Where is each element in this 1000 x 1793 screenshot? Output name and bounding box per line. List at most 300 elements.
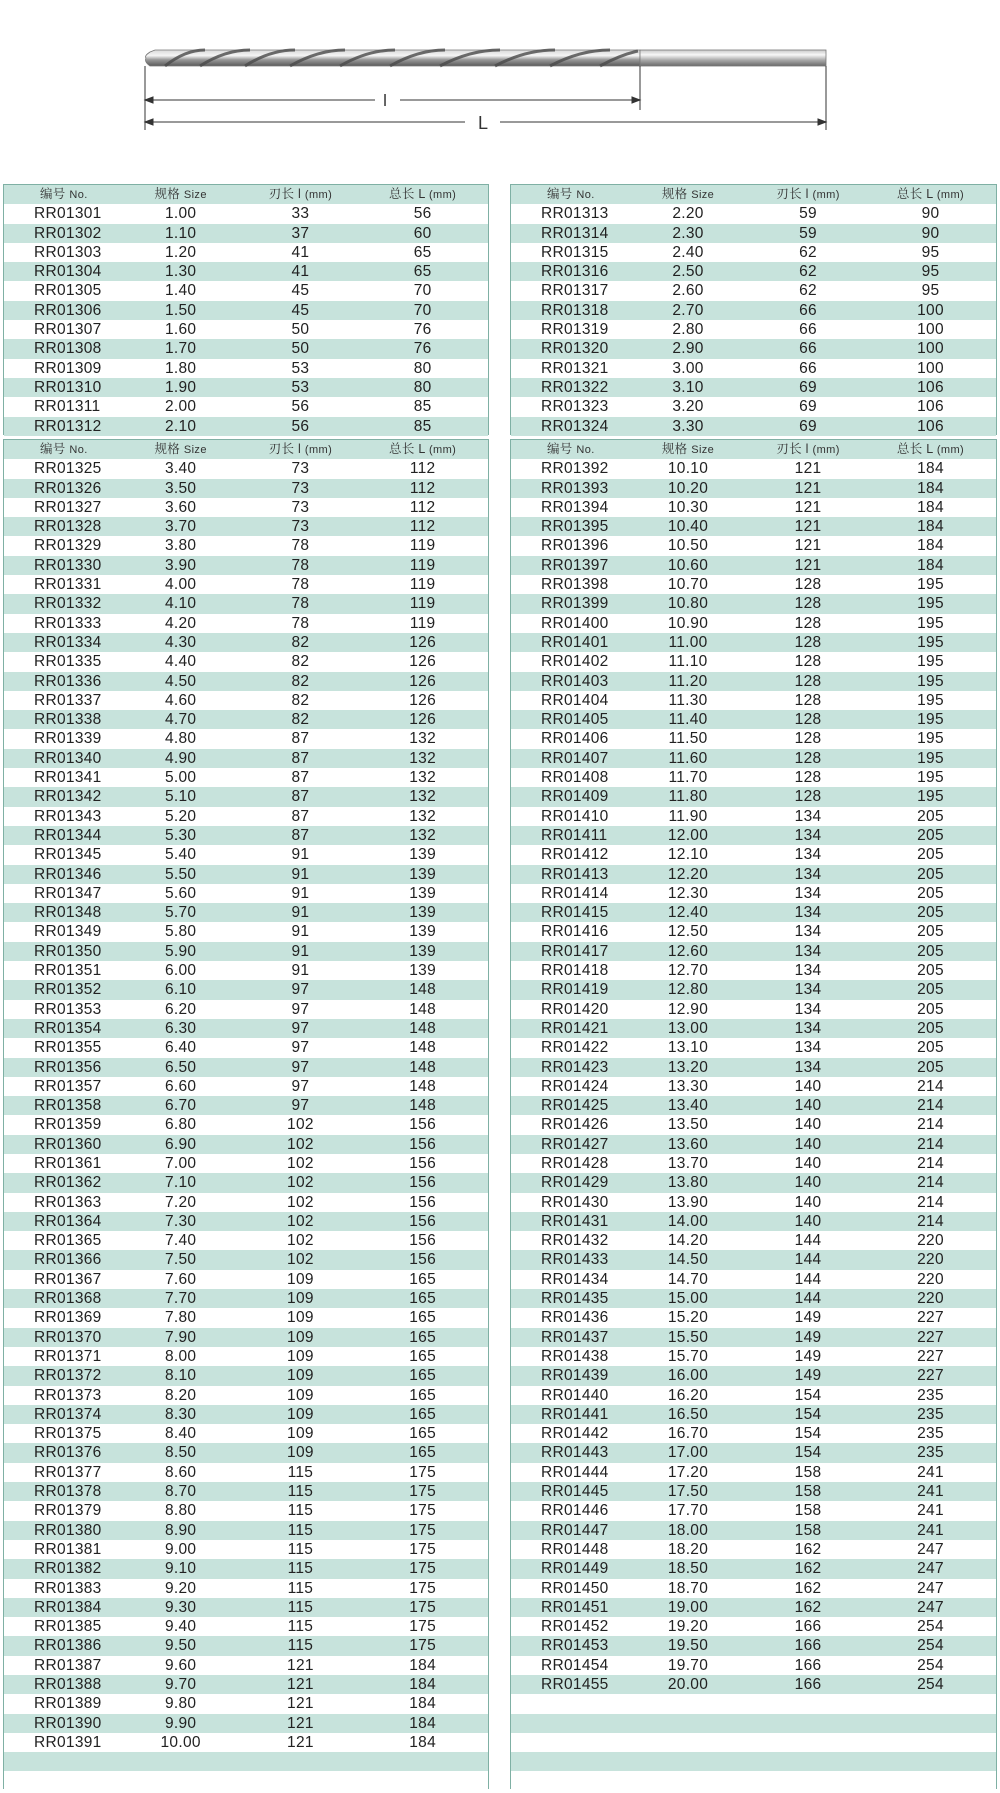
code-cell: RR01311	[34, 398, 101, 416]
code-cell: RR01408	[541, 769, 609, 787]
table-row	[4, 729, 488, 748]
flute-length-cell: 154	[794, 1405, 822, 1423]
code-cell: RR01302	[34, 224, 102, 242]
table-row	[4, 281, 488, 300]
flute-length-cell: 78	[291, 595, 310, 613]
table-row	[4, 479, 488, 498]
flute-length-cell: 134	[794, 846, 822, 864]
header-cell-total	[357, 440, 488, 460]
flute-length-cell: 56	[291, 417, 310, 435]
header-total-sub: (mm)	[936, 189, 965, 201]
code-cell: RR01336	[34, 672, 102, 690]
size-cell: 9.80	[164, 1695, 197, 1713]
size-cell: 18.20	[667, 1540, 709, 1558]
table-row	[511, 1636, 996, 1655]
flute-length-cell: 115	[287, 1540, 314, 1558]
code-cell: RR01424	[541, 1077, 609, 1095]
flute-length-cell: 109	[287, 1425, 314, 1443]
code-cell: RR01453	[541, 1637, 609, 1655]
table-row	[4, 517, 488, 536]
flute-length-cell: 97	[291, 1039, 310, 1057]
code-cell: RR01446	[541, 1502, 609, 1520]
table-row	[4, 884, 488, 903]
flute-length-cell: 134	[794, 1058, 822, 1076]
size-cell: 9.50	[164, 1637, 197, 1655]
total-length-cell: 156	[409, 1212, 437, 1230]
total-length-cell: 205	[917, 1000, 944, 1018]
table-row	[4, 243, 488, 262]
header-total-sub: (mm)	[428, 189, 457, 201]
code-cell: RR01365	[34, 1232, 102, 1250]
header-code-sub: No.	[69, 444, 88, 456]
total-length-cell: 80	[413, 359, 432, 377]
total-length-cell: 175	[409, 1560, 437, 1578]
flute-length-cell: 149	[794, 1367, 822, 1385]
total-length-cell: 247	[917, 1579, 944, 1597]
code-cell: RR01430	[541, 1193, 609, 1211]
total-length-cell: 165	[409, 1270, 437, 1288]
size-cell: 5.10	[164, 788, 197, 806]
size-cell: 4.20	[164, 614, 197, 632]
header-flute: 刃长 l	[268, 187, 302, 201]
total-length-cell: 119	[409, 556, 436, 574]
empty-row	[511, 1752, 996, 1771]
flute-length-cell: 91	[291, 904, 310, 922]
table-row	[4, 1540, 488, 1559]
code-cell: RR01374	[34, 1405, 102, 1423]
size-cell: 5.20	[164, 807, 197, 825]
table-row	[4, 961, 488, 980]
size-cell: 6.60	[164, 1077, 197, 1095]
table-row	[4, 614, 488, 633]
code-cell: RR01362	[34, 1174, 102, 1192]
code-cell: RR01399	[541, 595, 609, 613]
flute-length-label: l	[383, 91, 387, 110]
total-length-cell: 165	[409, 1347, 437, 1365]
code-cell: RR01343	[34, 807, 102, 825]
code-cell: RR01303	[34, 243, 102, 261]
total-length-cell: 175	[409, 1598, 437, 1616]
size-cell: 6.70	[164, 1097, 197, 1115]
size-cell: 13.50	[667, 1116, 709, 1134]
header-total: 总长 L	[389, 187, 426, 201]
code-cell: RR01409	[541, 788, 609, 806]
empty-row	[511, 1733, 996, 1752]
table-row	[4, 672, 488, 691]
total-length-cell: 175	[409, 1637, 437, 1655]
size-cell: 16.50	[667, 1405, 709, 1423]
table-row	[4, 1000, 488, 1019]
total-length-cell: 227	[917, 1367, 944, 1385]
header-cell-size	[625, 440, 751, 460]
spec-table-3	[3, 439, 489, 1789]
size-cell: 14.50	[667, 1251, 709, 1269]
flute-length-cell: 162	[794, 1598, 822, 1616]
table-row	[511, 498, 996, 517]
code-cell: RR01312	[34, 417, 102, 435]
table-row	[511, 922, 996, 941]
flute-length-cell: 91	[291, 846, 310, 864]
code-cell: RR01440	[541, 1386, 609, 1404]
total-length-cell: 184	[917, 556, 944, 574]
total-length-cell: 220	[917, 1290, 944, 1308]
total-length-cell: 184	[409, 1656, 437, 1674]
code-cell: RR01345	[34, 846, 102, 864]
table-row	[511, 1656, 996, 1675]
table-row	[4, 1714, 488, 1733]
drill-bit-image	[146, 50, 827, 66]
code-cell: RR01330	[34, 556, 102, 574]
table-row	[511, 845, 996, 864]
flute-length-cell: 115	[287, 1560, 314, 1578]
header-flute-sub: (mm)	[812, 189, 840, 201]
header-cell-size	[625, 185, 751, 205]
flute-length-cell: 102	[287, 1174, 314, 1192]
flute-length-cell: 121	[287, 1676, 314, 1693]
header-cell-total	[865, 185, 996, 205]
size-cell: 10.80	[667, 595, 709, 613]
table-row	[4, 903, 488, 922]
flute-length-cell: 87	[291, 749, 310, 767]
table-row	[511, 281, 996, 300]
flute-length-cell: 66	[799, 359, 817, 377]
table-row	[4, 980, 488, 999]
flute-length-cell: 109	[287, 1290, 314, 1308]
table-row	[511, 1443, 996, 1462]
header-flute-sub: (mm)	[304, 444, 333, 456]
table-row	[511, 1231, 996, 1250]
size-cell: 13.60	[667, 1135, 709, 1153]
total-length-cell: 175	[409, 1483, 437, 1501]
size-cell: 4.60	[164, 691, 197, 709]
size-cell: 4.30	[164, 633, 197, 651]
flute-length-cell: 140	[794, 1212, 822, 1230]
total-length-cell: 148	[409, 1000, 437, 1018]
size-cell: 14.20	[667, 1232, 709, 1250]
empty-row	[511, 1771, 996, 1790]
code-cell: RR01454	[541, 1656, 609, 1674]
table-row	[511, 1308, 996, 1327]
flute-length-cell: 149	[794, 1328, 822, 1346]
flute-length-cell: 102	[287, 1251, 314, 1269]
code-cell: RR01347	[34, 884, 102, 902]
code-cell: RR01333	[34, 614, 102, 632]
code-cell: RR01321	[541, 359, 609, 377]
size-cell: 7.00	[164, 1154, 197, 1172]
header-flute-sub: (mm)	[304, 189, 333, 201]
total-length-cell: 184	[917, 479, 944, 497]
total-length-cell: 148	[409, 1039, 437, 1057]
empty-row	[4, 1771, 488, 1790]
total-length-cell: 126	[409, 711, 437, 729]
code-cell: RR01356	[34, 1058, 102, 1076]
size-cell: 12.50	[667, 923, 709, 941]
size-cell: 12.00	[667, 826, 709, 844]
size-cell: 12.40	[667, 904, 709, 922]
flute-length-cell: 62	[799, 282, 817, 300]
flute-length-cell: 134	[794, 1000, 822, 1018]
flute-length-cell: 144	[794, 1251, 822, 1269]
total-length-cell: 132	[409, 826, 437, 844]
table-row	[4, 710, 488, 729]
total-length-cell: 65	[413, 263, 432, 281]
flute-length-cell: 134	[794, 884, 822, 902]
total-length-cell: 156	[409, 1174, 437, 1192]
code-cell: RR01442	[541, 1425, 609, 1443]
size-cell: 15.00	[667, 1290, 709, 1308]
flute-length-cell: 109	[287, 1270, 314, 1288]
table-row	[511, 556, 996, 575]
total-length-cell: 126	[409, 672, 437, 690]
flute-length-cell: 82	[291, 711, 310, 729]
total-length-cell: 205	[917, 942, 944, 960]
table-row	[4, 320, 488, 339]
code-cell: RR01386	[34, 1637, 102, 1655]
total-length-cell: 247	[917, 1540, 944, 1558]
total-length-cell: 139	[409, 942, 437, 960]
total-length-cell: 227	[917, 1347, 944, 1365]
code-cell: RR01378	[34, 1483, 102, 1501]
table-row	[4, 1733, 488, 1752]
flute-length-cell: 102	[287, 1154, 314, 1172]
size-cell: 1.20	[164, 243, 197, 261]
total-length-cell: 195	[917, 769, 944, 787]
table-row	[511, 787, 996, 806]
code-cell: RR01392	[541, 460, 609, 478]
header-total: 总长 L	[896, 187, 934, 201]
flute-length-cell: 87	[291, 826, 310, 844]
flute-length-cell: 102	[287, 1135, 314, 1153]
total-length-cell: 119	[409, 576, 436, 594]
size-cell: 6.00	[164, 962, 197, 980]
total-length-cell: 175	[409, 1521, 437, 1539]
flute-length-cell: 154	[794, 1386, 822, 1404]
total-length-cell: 214	[917, 1212, 944, 1230]
size-cell: 16.70	[667, 1425, 709, 1443]
flute-length-cell: 69	[799, 398, 817, 416]
total-length-cell: 220	[917, 1251, 944, 1269]
total-length-cell: 65	[413, 243, 432, 261]
size-cell: 15.50	[667, 1328, 709, 1346]
table-row	[4, 922, 488, 941]
flute-length-cell: 78	[291, 576, 310, 594]
code-cell: RR01401	[541, 633, 609, 651]
table-row	[511, 1675, 996, 1694]
size-cell: 11.50	[668, 730, 708, 748]
code-cell: RR01304	[34, 263, 102, 281]
spec-table-1	[3, 184, 489, 435]
table-row	[511, 224, 996, 243]
drill-diagram	[0, 0, 1000, 150]
size-cell: 7.50	[164, 1251, 197, 1269]
flute-length-cell: 128	[794, 691, 822, 709]
total-length-cell: 254	[917, 1618, 944, 1636]
header-code-sub: No.	[69, 189, 88, 201]
size-cell: 3.00	[672, 359, 704, 377]
size-cell: 3.90	[164, 556, 197, 574]
table-row	[4, 1501, 488, 1520]
code-cell: RR01342	[34, 788, 102, 806]
table-row	[4, 845, 488, 864]
flute-length-cell: 66	[799, 301, 817, 319]
total-length-cell: 205	[917, 981, 944, 999]
table-header-row	[511, 185, 996, 204]
flute-length-cell: 162	[794, 1540, 822, 1558]
flute-length-cell: 102	[287, 1193, 314, 1211]
total-length-cell: 247	[917, 1598, 944, 1616]
flute-length-cell: 33	[291, 205, 310, 223]
code-cell: RR01394	[541, 498, 609, 516]
header-size: 规格	[661, 442, 688, 456]
size-cell: 5.50	[164, 865, 197, 883]
total-length-cell: 227	[917, 1309, 944, 1327]
size-cell: 1.40	[164, 282, 197, 300]
code-cell: RR01414	[541, 884, 609, 902]
total-length-cell: 214	[917, 1097, 944, 1115]
total-length-cell: 205	[917, 826, 944, 844]
flute-length-cell: 87	[291, 807, 310, 825]
code-cell: RR01418	[541, 962, 609, 980]
code-cell: RR01397	[541, 556, 609, 574]
flute-length-cell: 128	[794, 576, 822, 594]
flute-length-cell: 140	[794, 1097, 822, 1115]
total-length-cell: 148	[409, 1058, 437, 1076]
spec-table-2	[510, 184, 997, 435]
flute-length-cell: 97	[291, 1000, 310, 1018]
total-length-cell: 214	[917, 1154, 944, 1172]
size-cell: 4.70	[164, 711, 197, 729]
code-cell: RR01359	[34, 1116, 102, 1134]
flute-length-cell: 62	[799, 243, 817, 261]
total-length-cell: 148	[409, 1077, 437, 1095]
size-cell: 1.90	[164, 378, 197, 396]
total-length-cell: 205	[917, 962, 944, 980]
flute-length-cell: 41	[291, 243, 310, 261]
total-length-cell: 220	[917, 1270, 944, 1288]
table-row	[4, 459, 488, 478]
code-cell: RR01340	[34, 749, 102, 767]
total-length-cell: 184	[917, 537, 944, 555]
total-length-cell: 76	[413, 321, 432, 339]
total-length-cell: 139	[409, 846, 437, 864]
flute-length-cell: 134	[794, 1039, 822, 1057]
code-cell: RR01377	[34, 1463, 102, 1481]
table-row	[511, 1096, 996, 1115]
code-cell: RR01413	[541, 865, 609, 883]
code-cell: RR01434	[541, 1270, 609, 1288]
code-cell: RR01455	[541, 1676, 609, 1693]
header-size: 规格	[154, 187, 181, 201]
code-cell: RR01398	[541, 576, 609, 594]
code-cell: RR01390	[34, 1714, 102, 1732]
code-cell: RR01307	[34, 321, 102, 339]
size-cell: 13.00	[667, 1019, 709, 1037]
table-row	[4, 1579, 488, 1598]
total-length-cell: 132	[409, 788, 437, 806]
code-cell: RR01337	[34, 691, 102, 709]
code-cell: RR01429	[541, 1174, 609, 1192]
flute-length-cell: 102	[287, 1232, 314, 1250]
size-cell: 3.10	[672, 378, 704, 396]
code-cell: RR01344	[34, 826, 102, 844]
table-row	[511, 1463, 996, 1482]
table-row	[4, 1135, 488, 1154]
code-cell: RR01373	[34, 1386, 102, 1404]
flute-length-cell: 78	[291, 614, 310, 632]
size-cell: 14.00	[667, 1212, 709, 1230]
code-cell: RR01395	[541, 518, 609, 536]
size-cell: 4.80	[164, 730, 197, 748]
total-length-cell: 100	[917, 359, 944, 377]
code-cell: RR01427	[541, 1135, 609, 1153]
code-cell: RR01309	[34, 359, 102, 377]
code-cell: RR01318	[541, 301, 609, 319]
code-cell: RR01327	[34, 498, 102, 516]
code-cell: RR01354	[34, 1019, 102, 1037]
table-row	[4, 575, 488, 594]
table-row	[511, 1617, 996, 1636]
code-cell: RR01441	[541, 1405, 609, 1423]
flute-length-cell: 109	[287, 1347, 314, 1365]
code-cell: RR01426	[541, 1116, 609, 1134]
flute-length-cell: 154	[794, 1444, 822, 1462]
flute-length-cell: 87	[291, 788, 310, 806]
size-cell: 1.30	[164, 263, 197, 281]
code-cell: RR01367	[34, 1270, 102, 1288]
flute-length-cell: 73	[291, 460, 310, 478]
size-cell: 10.50	[667, 537, 709, 555]
total-length-cell: 132	[409, 769, 437, 787]
flute-length-cell: 134	[794, 942, 822, 960]
code-cell: RR01320	[541, 340, 609, 358]
size-cell: 13.20	[667, 1058, 709, 1076]
total-length-cell: 184	[409, 1714, 437, 1732]
flute-length-cell: 91	[291, 942, 310, 960]
flute-length-cell: 166	[794, 1676, 822, 1693]
table-row	[511, 575, 996, 594]
total-length-cell: 195	[917, 576, 944, 594]
total-length-cell: 156	[409, 1154, 437, 1172]
table-row	[511, 961, 996, 980]
code-cell: RR01428	[541, 1154, 609, 1172]
header-size-sub: Size	[183, 444, 207, 456]
total-length-cell: 205	[917, 884, 944, 902]
table-row	[511, 749, 996, 768]
total-length-cell: 112	[409, 479, 436, 497]
flute-length-cell: 91	[291, 923, 310, 941]
flute-length-cell: 134	[794, 981, 822, 999]
total-length-cell: 165	[409, 1444, 437, 1462]
code-cell: RR01433	[541, 1251, 609, 1269]
header-code-sub: No.	[576, 189, 595, 201]
total-length-cell: 132	[409, 749, 437, 767]
table-row	[4, 1193, 488, 1212]
total-length-cell: 139	[409, 865, 437, 883]
total-length-cell: 205	[917, 1039, 944, 1057]
flute-length-cell: 140	[794, 1116, 822, 1134]
total-length-cell: 70	[413, 282, 432, 300]
table-row	[4, 1289, 488, 1308]
size-cell: 17.00	[667, 1444, 709, 1462]
total-length-cell: 112	[409, 498, 436, 516]
header-size-sub: Size	[691, 444, 715, 456]
table-row	[511, 1405, 996, 1424]
flute-length-cell: 128	[794, 595, 822, 613]
code-cell: RR01432	[541, 1232, 609, 1250]
table-row	[4, 594, 488, 613]
flute-length-cell: 109	[287, 1405, 314, 1423]
size-cell: 3.20	[672, 398, 704, 416]
